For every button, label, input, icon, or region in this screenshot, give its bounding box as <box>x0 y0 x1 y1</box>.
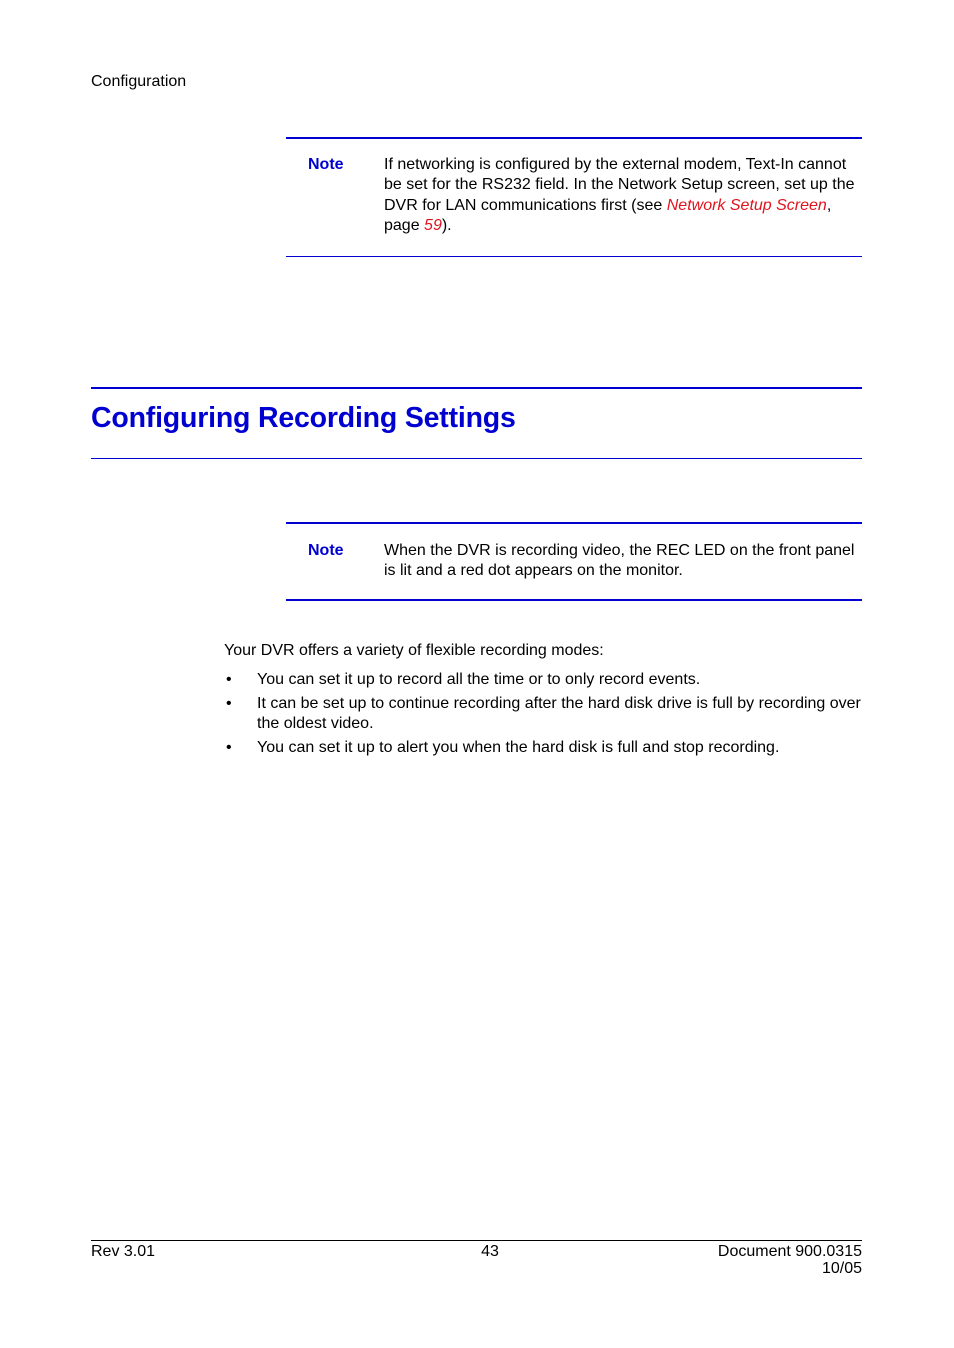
note-bottom-rule <box>286 256 862 257</box>
note-text-part: ). <box>441 216 452 234</box>
footer-date: 10/05 <box>821 1260 862 1277</box>
note-top-rule <box>286 522 862 524</box>
network-setup-link[interactable]: Network Setup Screen <box>666 196 827 214</box>
list-item-text: It can be set up to continue recording after the hard disk drive is full by recording over the oldest video. <box>257 695 861 732</box>
footer-revision: Rev 3.01 <box>91 1243 156 1260</box>
bullet-icon: • <box>226 671 232 688</box>
list-item-text: You can set it up to record all the time or to only record events. <box>257 671 701 688</box>
footer-document-number: Document 900.0315 <box>717 1243 862 1260</box>
list-item-text: You can set it up to alert you when the hard disk is full and stop recording. <box>257 739 780 756</box>
list-item <box>224 694 864 734</box>
note-bottom-rule <box>286 599 862 601</box>
intro-paragraph: Your DVR offers a variety of flexible recording modes: <box>224 642 604 659</box>
note-text-part: If networking is configured by the external modem, Text-In cannot be set for the RS232 field. In the Network Setup screen, set up the DVR for LAN communications first (see <box>384 156 855 214</box>
note-text: When the DVR is recording video, the REC LED on the front panel is lit and a red dot appears on the monitor. <box>384 542 855 579</box>
running-header: Configuration <box>91 73 187 90</box>
note-label: Note <box>308 156 344 173</box>
list-item <box>224 738 864 758</box>
note-text-part: , page <box>384 196 832 234</box>
note-label: Note <box>308 542 344 559</box>
bullet-icon: • <box>226 739 232 756</box>
page-link[interactable]: 59 <box>424 216 442 234</box>
footer-rule <box>91 1240 862 1241</box>
heading-bottom-rule <box>91 458 862 459</box>
heading-top-rule <box>91 387 862 389</box>
note-top-rule <box>286 137 862 139</box>
page-number: 43 <box>481 1243 499 1260</box>
list-item <box>224 670 864 690</box>
note-text <box>384 155 864 236</box>
bullet-icon: • <box>226 695 232 712</box>
recording-modes-list <box>224 670 864 762</box>
section-title: Configuring Recording Settings <box>91 402 516 434</box>
